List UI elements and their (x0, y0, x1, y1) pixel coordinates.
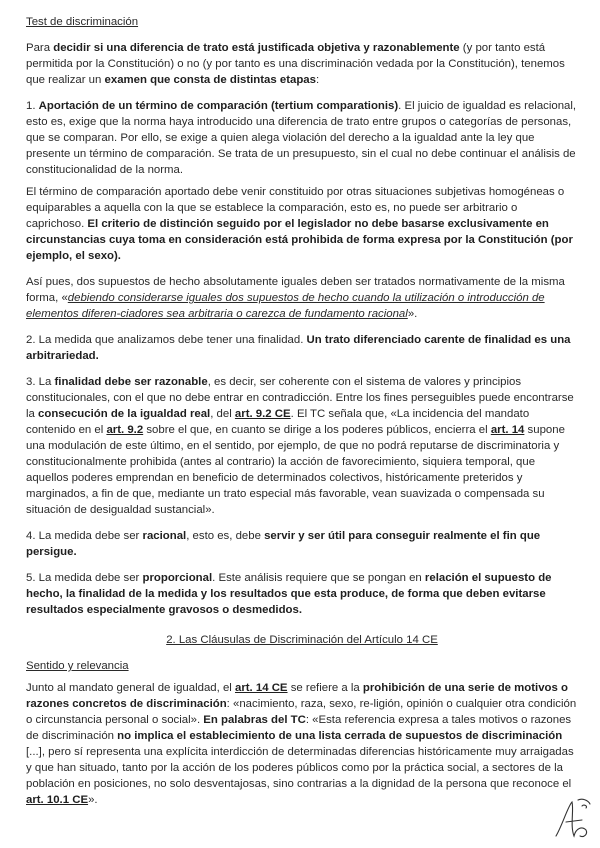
text: 4. La medida debe ser (26, 530, 143, 542)
bold-text: consecución de la igualdad real (38, 408, 211, 420)
text: 5. La medida debe ser (26, 572, 143, 584)
article-link[interactable]: art. 9.2 (106, 424, 144, 436)
step-4-paragraph (26, 528, 578, 560)
doc-title: Test de discriminación (26, 16, 139, 28)
text: Así pues, dos supuestos de hecho absolutamente iguales deben ser tratados normativamente de la misma forma, « (26, 276, 565, 304)
step-2-paragraph (26, 332, 578, 364)
text: se refiere a la (287, 682, 363, 694)
step-5-paragraph (26, 570, 578, 618)
step-1-paragraph (26, 98, 578, 178)
signature-icon (552, 796, 596, 842)
text: Junto al mandato general de igualdad, el (26, 682, 235, 694)
text: 3. La (26, 376, 55, 388)
text: . El TC señala que, «La incidencia del mandato contenido en el (26, 408, 530, 436)
bold-text: finalidad debe ser razonable (54, 376, 208, 388)
text: . Este análisis requiere que se pongan en (212, 572, 425, 584)
text: , esto es, debe (186, 530, 265, 542)
text: : (315, 74, 320, 86)
bold-text: servir y ser útil para conseguir realmente el fin que persigue. (26, 530, 541, 558)
text: 2. La medida que analizamos debe tener una finalidad. (26, 334, 307, 346)
bold-text: Un trato diferenciado carente de finalidad es una arbitrariedad. (26, 334, 571, 362)
intro-paragraph (26, 40, 578, 88)
text: El término de comparación aportado debe venir constituido por otras situaciones subjetivas homogéneas o equiparables a aquella con la que se establece la comparación, esto es, no puede ser arbitrario o caprichoso. (26, 186, 565, 230)
text: (y por tanto está permitida por la Constitución) o no (y por tanto es una discriminación vedada por la Constitución), tenemos que realizar un (26, 42, 565, 86)
article-link[interactable]: art. 10.1 CE (26, 794, 89, 806)
text: : «nacimiento, raza, sexo, re-ligión, opinión o cualquier otra condición o circunstancia personal o social». (26, 698, 577, 726)
step-1-conclusion-paragraph (26, 274, 578, 322)
bold-text: En palabras del TC (203, 714, 306, 726)
text: Para (26, 42, 54, 54)
bold-text: relación el supuesto de hecho, la finalidad de la medida y los resultados que esta produce, de forma que deben evitarse resultados especialmente gravosos o desmedidos. (26, 572, 552, 616)
text: , del (210, 408, 235, 420)
step-1-detail-paragraph (26, 184, 578, 264)
step-3-paragraph (26, 374, 578, 518)
text: , es decir, ser coherente con el sistema de valores y principios constitucionales, con el que no debe entrar en contradicción. Entre los fines perseguibles puede encontrarse la (26, 376, 574, 420)
subheading: Sentido y relevancia (26, 660, 129, 672)
text: . El juicio de igualdad es relacional, esto es, exige que la norma haya introducido una diferencia de trato entre grupos o categorías de personas, que se comparan. Por ello, se exige a quien alega violación del derecho a la igualdad ante la ley que presente un término de comparación. Se trata de un presupuesto, sin el cual no debe continuar el análisis de constitucionalidad de la norma. (26, 100, 577, 176)
text: ». (407, 308, 418, 320)
text: ». (88, 794, 98, 806)
bold-text: proporcional (142, 572, 213, 584)
bold-text: decidir si una diferencia de trato está justificada objetiva y razonablemente (53, 42, 460, 54)
bold-text: prohibición de una serie de motivos o razones concretos de discriminación (26, 682, 568, 710)
bold-text: no implica el establecimiento de una lista cerrada de supuestos de discriminación (117, 730, 563, 742)
text: sobre el que, en cuanto se dirige a los poderes públicos, encierra el (143, 424, 491, 436)
article-link[interactable]: art. 14 CE (234, 682, 288, 694)
text: supone una modulación de este último, en el sentido, por ejemplo, de que no podrá reputarse de discriminatoria y constitucionalmente prohibida (antes al contrario) la acción de favorecimiento, siquiera temporal, que aquellos poderes emprendan en beneficio de determinados colectivos, históricamente preteridos y marginados, a fin de que, mediante un trato especial más favorable, vean suavizada o compensada su situación de desigualdad sustancial». (26, 424, 565, 516)
document-page (26, 12, 578, 818)
bold-text: Aportación de un término de comparación (tertium comparationis) (38, 100, 399, 112)
bold-text: examen que consta de distintas etapas (104, 74, 316, 86)
section-2-title: 2. Las Cláusulas de Discriminación del Artículo 14 CE (166, 634, 438, 646)
text: : «Esta referencia expresa a tales motivos o razones de discriminación (26, 714, 572, 742)
text: [...], pero sí representa una explícita interdicción de determinadas diferencias históricamente muy arraigadas y que han situado, tanto por la acción de los poderes públicos como por la práctica social, a sectores de la población en posiciones, no solo desventajosas, sino contrarias a la dignidad de la persona que reconoce el (26, 746, 574, 790)
final-paragraph (26, 680, 578, 808)
text: 1. (26, 100, 39, 112)
bold-text: racional (142, 530, 187, 542)
bold-text: El criterio de distinción seguido por el legislador no debe basarse exclusivamente en circunstancias cuya toma en consideración está prohibida de forma expresa por la Constitución (por ejemplo, el sexo). (26, 218, 573, 262)
article-link[interactable]: art. 14 (490, 424, 525, 436)
italic-quote: debiendo considerarse iguales dos supuestos de hecho cuando la utilización o introducción de elementos diferen-ciadores sea arbitraria o carezca de fundamento racional (26, 292, 545, 320)
article-link[interactable]: art. 9.2 CE (234, 408, 291, 420)
